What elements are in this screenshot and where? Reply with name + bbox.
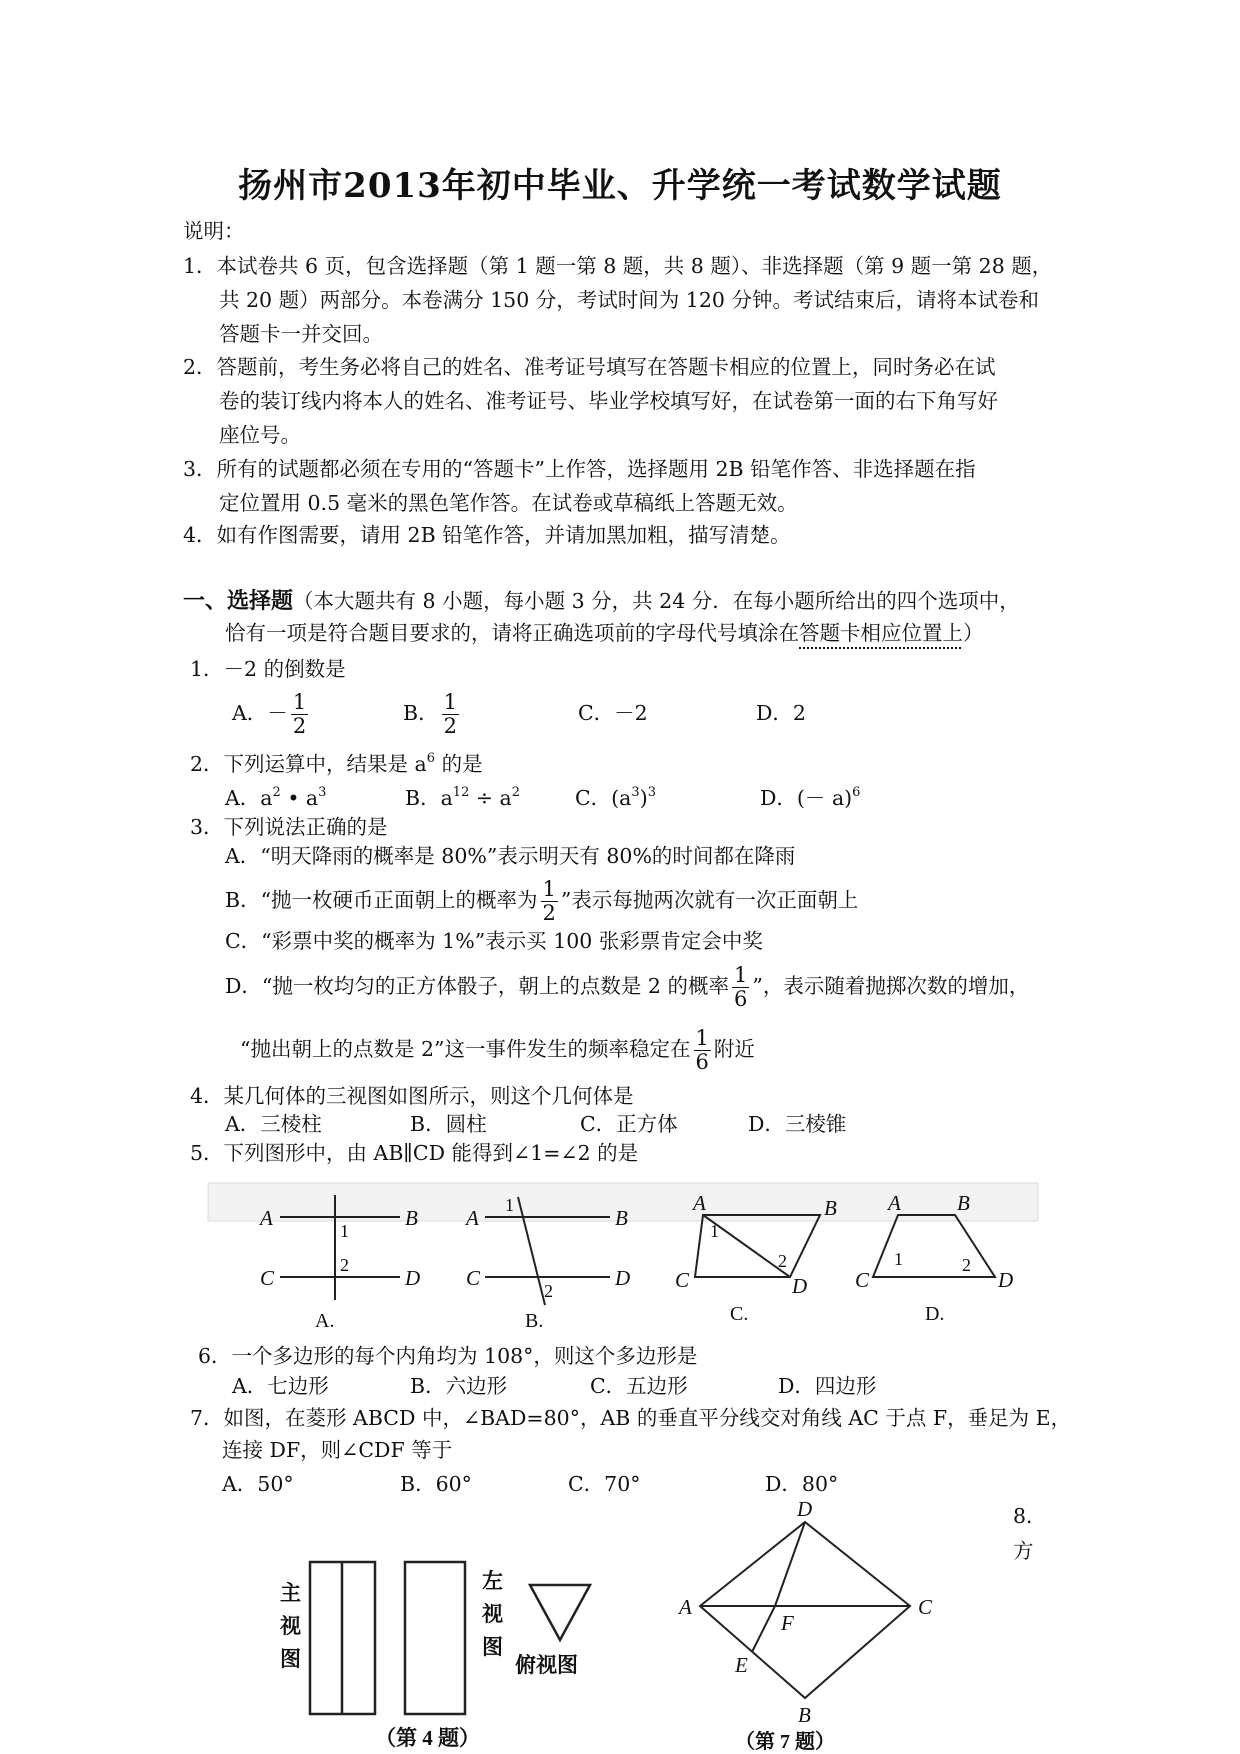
fig4-top-label: 俯视图: [515, 1653, 578, 1677]
fig5c-label-d: D: [792, 1274, 808, 1298]
fig5d-label-a: A: [888, 1191, 901, 1215]
q7-option-c: C．70°: [568, 1472, 641, 1496]
q3-option-a: A．“明天降雨的概率是 80%”表示明天有 80%的时间都在降雨: [225, 844, 796, 868]
fig5b-label-c: C: [466, 1266, 481, 1290]
q1-option-d: D．2: [756, 701, 806, 725]
fig5a-label-d: D: [405, 1266, 421, 1290]
fig5b-label-d: D: [615, 1266, 631, 1290]
q2-option-c: C．$(a^3)^3$: [575, 785, 656, 810]
fig5a-label-b: B: [405, 1206, 418, 1230]
fig7-label-d: D: [797, 1500, 813, 1521]
fig7-label-a: A: [679, 1595, 692, 1619]
fig7-rhombus: [665, 1500, 965, 1752]
fig5d-angle-1: 1: [894, 1249, 903, 1269]
fig7-segment-fe: [752, 1606, 775, 1652]
fig5d-label-d: D: [998, 1268, 1014, 1292]
fig4-left-char-3: 图: [482, 1635, 503, 1659]
fig5b-angle-2: 2: [544, 1281, 553, 1301]
fig4-caption: （第 4 题）: [375, 1726, 480, 1750]
instructions-label: 说明：: [183, 219, 245, 243]
fig4-front-char-1: 主: [280, 1581, 301, 1605]
q5-figures: [200, 1175, 1050, 1335]
q4-option-b: B．圆柱: [410, 1112, 487, 1136]
fig5c-label-c: C: [675, 1268, 690, 1292]
q4-option-c: C．正方体: [580, 1112, 678, 1136]
page-title: 扬州市2013年初中毕业、升学统一考试数学试题: [238, 166, 1002, 206]
fig4-left-char-1: 左: [482, 1569, 503, 1593]
fig5b-label-a: A: [466, 1206, 479, 1230]
fig5a-angle-1: 1: [340, 1221, 349, 1241]
q1-option-c: C．－2: [578, 701, 648, 725]
fig5-caption-c: C.: [730, 1303, 749, 1325]
fig4-top-view: [530, 1585, 590, 1640]
q7-option-a: A．50°: [222, 1472, 294, 1496]
fig5c-angle-2: 2: [778, 1251, 787, 1271]
fig5d-trapezoid: [873, 1215, 995, 1277]
fig5c-angle-1: 1: [710, 1221, 719, 1241]
q5-stem: 5．下列图形中，由 AB∥CD 能得到∠1=∠2 的是: [190, 1141, 639, 1165]
fig5d-label-b: B: [957, 1191, 970, 1215]
fig5c-label-a: A: [693, 1191, 706, 1215]
q8-number: 8．: [1013, 1504, 1047, 1528]
instruction-4: 4．如有作图需要，请用 2B 铅笔作答，并请加黑加粗，描写清楚。: [183, 523, 791, 547]
q3-option-d: D．“抛一枚均匀的正方体骰子，朝上的点数是 2 的概率 $\frac{1}{6}$ ”，表示随着抛掷次数的增加，: [225, 963, 1030, 1011]
fig7-label-b: B: [798, 1703, 811, 1727]
fig7-label-e: E: [735, 1653, 748, 1677]
q6-option-d: D．四边形: [778, 1374, 877, 1398]
fig5b-angle-1: 1: [505, 1195, 514, 1215]
fig7-label-c: C: [918, 1595, 933, 1619]
instruction-2: 2．答题前，考生务必将自己的姓名、准考证号填写在答题卡相应的位置上，同时务必在试 卷的装订线内将本人的姓名、准考证号、毕业学校填写好，在试卷第一面的右下角写好 座位号。: [183, 355, 998, 447]
q1-option-b: B． $\frac{1}{2}$: [403, 690, 457, 738]
fig5a-angle-2: 2: [340, 1255, 349, 1275]
q4-option-d: D．三棱锥: [748, 1112, 847, 1136]
q3-option-c: C．“彩票中奖的概率为 1%”表示买 100 张彩票肯定会中奖: [225, 929, 763, 953]
q4-stem: 4．某几何体的三视图如图所示，则这个几何体是: [190, 1084, 634, 1108]
fig5b-label-b: B: [615, 1206, 628, 1230]
fig4-left-view: [405, 1562, 465, 1714]
q8-fragment: 方: [1013, 1539, 1034, 1563]
q3-stem: 3．下列说法正确的是: [190, 815, 388, 839]
fig5d-label-c: C: [855, 1268, 870, 1292]
q1-option-a: A．－ $\frac{1}{2}$: [232, 690, 307, 738]
q2-option-a: A．$a^2$ • $a^3$: [225, 785, 327, 810]
q6-option-c: C．五边形: [590, 1374, 688, 1398]
q3-option-b: B．“抛一枚硬币正面朝上的概率为 $\frac{1}{2}$ ”表示每抛两次就有一次正面朝上: [225, 877, 859, 925]
fig5-caption-d: D.: [925, 1303, 945, 1325]
q3-option-d-cont: “抛出朝上的点数是 2”这一事件发生的频率稳定在 $\frac{1}{6}$ 附近: [240, 1026, 755, 1074]
q2-option-d: D．(－ a)$^6$: [760, 785, 861, 810]
q1-stem: 1．－2 的倒数是: [190, 657, 346, 681]
fig5a-label-a: A: [260, 1206, 273, 1230]
fig7-label-f: F: [781, 1611, 794, 1635]
fig4-three-views: [270, 1540, 660, 1750]
q6-stem: 6．一个多边形的每个内角均为 108°，则这个多边形是: [198, 1344, 698, 1368]
section-desc: 恰有一项是符合题目要求的，请将正确选项前的字母代号填涂在答题卡相应位置上）: [225, 621, 984, 645]
fig5d-angle-2: 2: [962, 1255, 971, 1275]
q7-line2: 连接 DF，则∠CDF 等于: [222, 1438, 453, 1462]
instruction-1: 1．本试卷共 6 页，包含选择题（第 1 题一第 8 题，共 8 题）、非选择题（第 9 题一第 28 题， 共 20 题）两部分。本卷满分 150 分，考试时间为 120 分钟。考试结束后，请将本试卷和 答题卡一并交回。: [183, 254, 1053, 346]
q2-option-b: B．$a^{12} \div a^2$: [405, 785, 521, 810]
section-heading: 一、选择题（本大题共有 8 小题，每小题 3 分，共 24 分．在每小题所给出的四个选项中，: [183, 588, 1020, 614]
q6-option-b: B．六边形: [410, 1374, 508, 1398]
q4-option-a: A．三棱柱: [225, 1112, 322, 1136]
fig5-caption-a: A.: [315, 1310, 335, 1332]
fig5a-label-c: C: [260, 1266, 275, 1290]
fig4-front-char-2: 视: [280, 1614, 301, 1638]
fig5c-label-b: B: [824, 1196, 837, 1220]
fig5-caption-b: B.: [525, 1310, 544, 1332]
instruction-3: 3．所有的试题都必须在专用的“答题卡”上作答，选择题用 2B 铅笔作答、非选择题在指 定位置用 0.5 毫米的黑色笔作答。在试卷或草稿纸上答题无效。: [183, 457, 976, 515]
fig7-rhombus-outline: [700, 1522, 910, 1698]
fig4-left-char-2: 视: [482, 1602, 503, 1626]
fig4-front-char-3: 图: [280, 1647, 301, 1671]
q2-stem: 2．下列运算中，结果是 $a^6$ 的是: [190, 751, 483, 776]
q7-option-d: D．80°: [765, 1472, 839, 1496]
q7-line1: 7．如图，在菱形 ABCD 中，∠BAD=80°，AB 的垂直平分线交对角线 AC 于点 F，垂足为 E，: [190, 1406, 1072, 1430]
q7-option-b: B．60°: [400, 1472, 472, 1496]
q6-option-a: A．七边形: [232, 1374, 329, 1398]
fig7-caption: （第 7 题）: [735, 1731, 835, 1752]
